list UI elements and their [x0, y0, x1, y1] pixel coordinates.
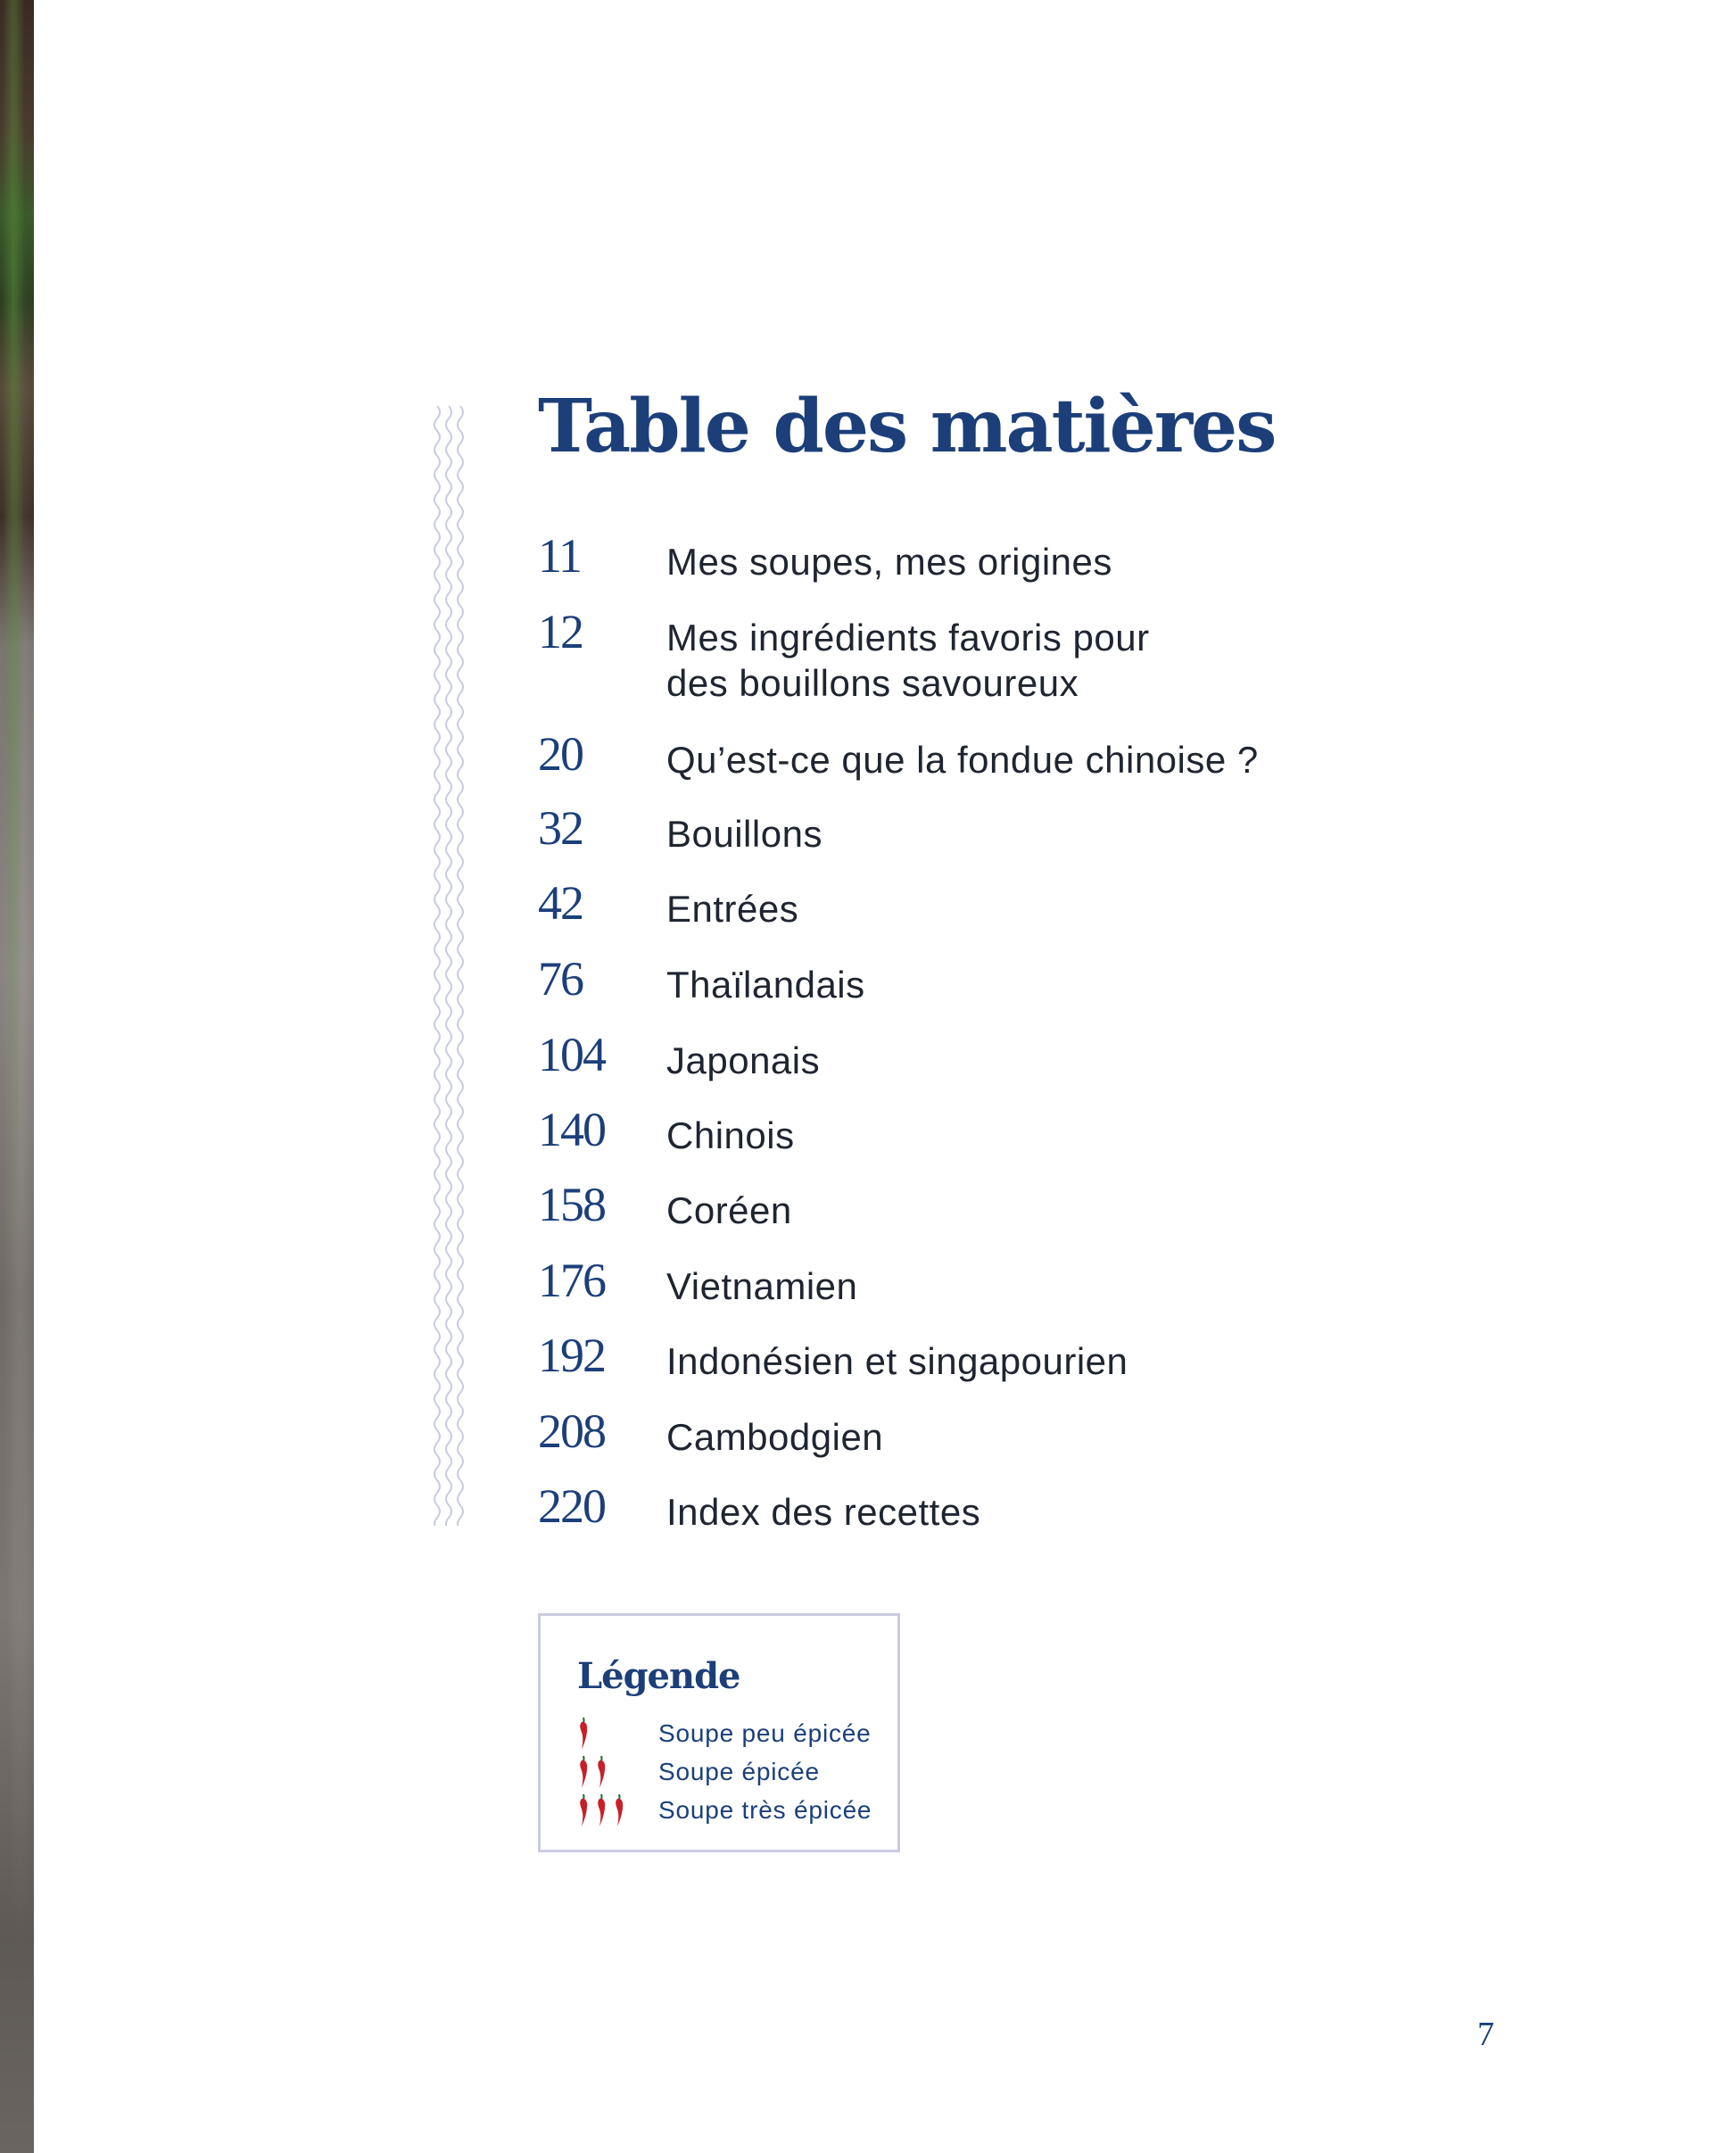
toc-label: Cambodgien	[666, 1416, 884, 1458]
toc-label: Mes ingrédients favoris pour des bouillons savoureux	[666, 617, 1150, 704]
toc-label: Vietnamien	[666, 1265, 858, 1307]
legend-row	[576, 1716, 880, 1751]
chili-pepper-icon	[576, 1716, 648, 1751]
wavy-line	[446, 406, 451, 1526]
legend-row	[576, 1793, 880, 1828]
toc-page-number: 12	[538, 605, 583, 658]
toc-page-number: 176	[538, 1254, 605, 1307]
toc-page-number: 192	[538, 1329, 605, 1382]
toc-label: Entrées	[666, 888, 799, 930]
toc-page-number: 140	[538, 1103, 605, 1156]
toc-label: Index des recettes	[666, 1491, 981, 1533]
legend-row	[576, 1754, 880, 1790]
toc-label: Indonésien et singapourien	[666, 1340, 1128, 1382]
chili-pepper-icon	[576, 1793, 648, 1828]
toc-page-number: 208	[538, 1404, 605, 1458]
legend-label: Soupe très épicée	[658, 1796, 872, 1824]
toc-page-number: 20	[538, 727, 583, 781]
photo-edge-strip	[0, 0, 34, 2153]
toc-label: Chinois	[666, 1114, 795, 1156]
chili-pepper-icon	[580, 1794, 587, 1826]
toc-page-number: 76	[538, 952, 583, 1006]
toc-page-number: 220	[538, 1479, 605, 1533]
legend-box	[538, 1613, 900, 1852]
toc-page-number: 104	[538, 1028, 605, 1081]
chili-pepper-icon	[598, 1756, 605, 1788]
toc-label: Japonais	[666, 1039, 821, 1081]
chili-pepper-icon	[580, 1756, 587, 1788]
chili-pepper-icon	[576, 1754, 648, 1790]
toc-label: Thaïlandais	[666, 964, 865, 1006]
toc-label: Qu’est-ce que la fondue chinoise ?	[666, 739, 1259, 781]
toc-label: Coréen	[666, 1189, 792, 1231]
toc-page-number: 32	[538, 801, 583, 855]
legend-label: Soupe peu épicée	[658, 1719, 872, 1747]
toc-label: Mes soupes, mes origines	[666, 541, 1112, 583]
chili-pepper-icon	[580, 1718, 587, 1750]
wavy-line	[434, 406, 440, 1526]
page-title: Table des matières	[538, 384, 1276, 469]
legend-title: Légende	[577, 1655, 740, 1697]
chili-pepper-icon	[598, 1794, 605, 1826]
chili-pepper-icon	[616, 1794, 623, 1826]
toc-page-number: 11	[538, 529, 581, 583]
wavy-lines-decoration	[430, 406, 467, 1526]
toc-page-number: 42	[538, 876, 583, 930]
toc-page-number: 158	[538, 1178, 605, 1231]
page-number: 7	[1477, 2016, 1494, 2053]
legend-label: Soupe épicée	[658, 1758, 820, 1785]
toc-label: Bouillons	[666, 813, 823, 855]
wavy-line	[458, 406, 463, 1526]
